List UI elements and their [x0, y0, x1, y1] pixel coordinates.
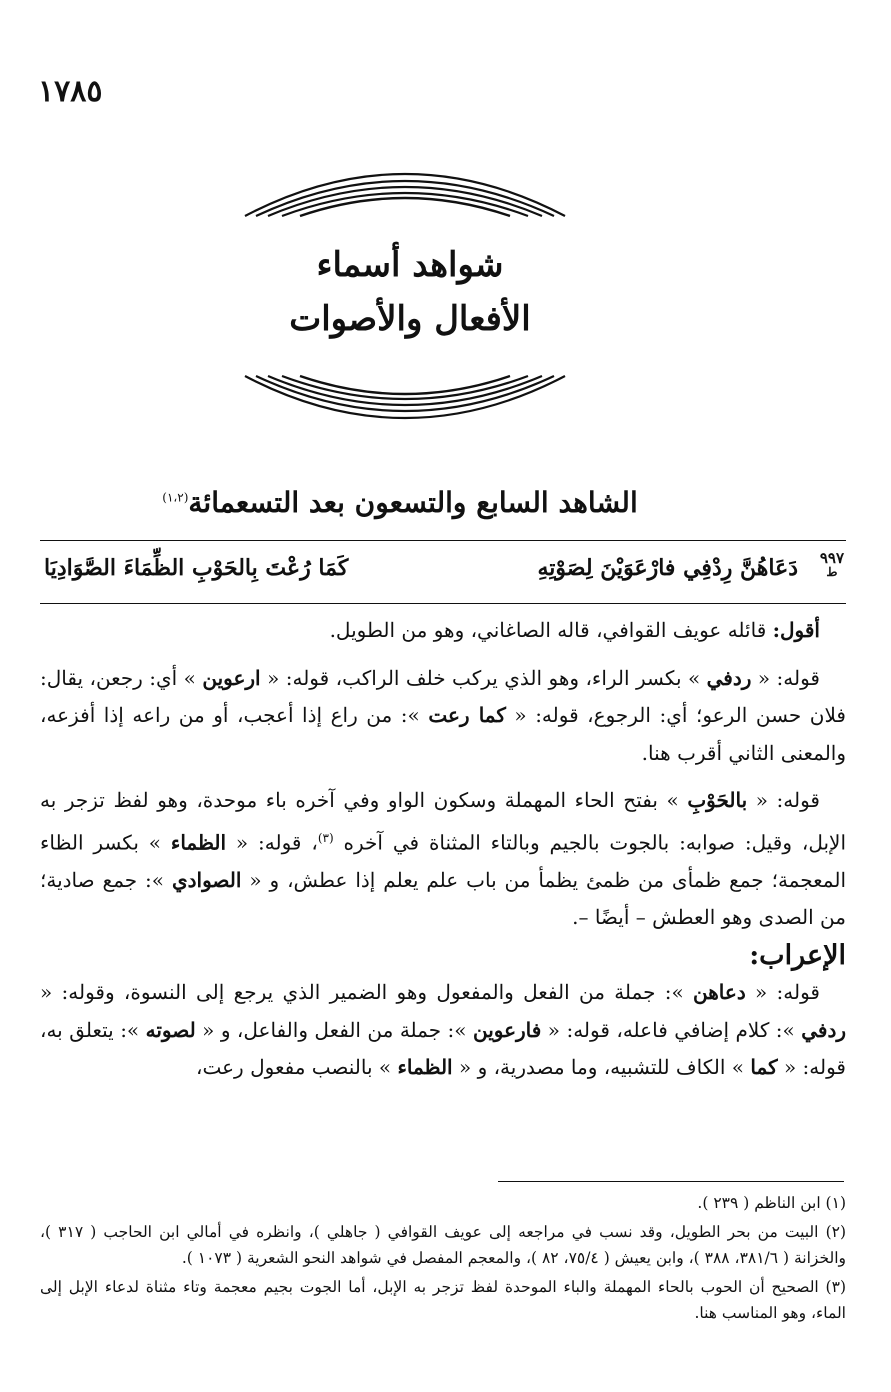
footnote-3: (٣) الصحيح أن الحوب بالحاء المهملة والباء الموحدة لفظ تزجر به الإبل، أما الجوت بجيم معجمة وتاء مثناة لدعاء الإبل إلى الماء، وهو المناسب هنا. — [40, 1277, 846, 1322]
footnote-divider — [498, 1181, 844, 1182]
footnote-ref-3: (٣) — [317, 830, 334, 845]
verse-number — [820, 551, 844, 579]
footnote-1: (١) ابن الناظم ( ٢٣٩ ). — [697, 1194, 846, 1212]
ornament-bottom-arcs-icon — [240, 372, 570, 442]
verse-box — [40, 540, 846, 604]
chapter-title — [250, 238, 570, 346]
verse-number-value: ٩٩٧ — [819, 549, 844, 567]
i3rab-heading: الإعراب: — [749, 939, 846, 971]
commentary-body — [40, 612, 846, 1087]
ornament-top-arcs-icon — [240, 150, 570, 220]
paragraph-vocab-1: قوله: « ردفي » بكسر الراء، وهو الذي يركب خلف الراكب، قوله: « ارعوين » أي: رجعن، يقال: فلان حسن الرعو؛ أي: الرجوع، قوله: « كما رعت »: من راع إذا أعجب، أو من راعه إذا أفزعه، والمعنى الثاني أقرب هنا. — [40, 665, 846, 765]
witness-heading-text: الشاهد السابع والتسعون بعد التسعمائة — [188, 486, 638, 519]
footnotes — [40, 1190, 846, 1329]
chapter-title-line1: شواهد أسماء — [316, 245, 504, 285]
verse-meter-marker: ط — [826, 565, 838, 579]
paragraph-author: أقول: قائله عويف القوافي، قاله الصاغاني، وهو من الطويل. — [329, 618, 820, 642]
verse-hemistich-2: كَمَا رُعْتَ بِالحَوْبِ الظِّمَاءَ الصَّوَادِيَا — [44, 555, 349, 581]
witness-heading-ref: (١،٢) — [162, 490, 189, 505]
witness-heading — [120, 486, 680, 519]
footnote-2: (٢) البيت من بحر الطويل، وقد نسب في مراجعه إلى عويف القوافي ( جاهلي )، وانظره في أمالي ابن الحاجب ( ٣١٧ )، والخزانة ( ٣٨١/٦، ٣٨٨ )، وابن يعيش ( ٧٥/٤، ٨٢ )، والمعجم المفصل في شواهد النحو الشعرية ( ١٠٧٣ ). — [40, 1222, 847, 1267]
verse-hemistich-1: دَعَاهُنَّ رِدْفِي فارْعَوَيْنَ لِصَوْتِهِ — [537, 555, 798, 581]
chapter-title-line2: الأفعال والأصوات — [289, 299, 531, 339]
page-number: ١٧٨٥ — [38, 74, 103, 109]
paragraph-i3rab: قوله: « دعاهن »: جملة من الفعل والمفعول وهو الضمير الذي يرجع إلى النسوة، وقوله: « ردفي »: كلام إضافي فاعله، قوله: « فارعوين »: جملة من الفعل والفاعل، و « لصوته »: يتعلق به، قوله: « كما » الكاف للتشبيه، وما مصدرية، و « الظماء » بالنصب مفعول رعت، — [40, 980, 847, 1080]
paragraph-vocab-2: قوله: « بالحَوْبِ » بفتح الحاء المهملة وسكون الواو وفي آخره باء موحدة، وهو لفظ تزجر به الإبل، وقيل: صوابه: بالجوت بالجيم وبالتاء المثناة في آخره $^{(٣)}$، قوله: « الظماء » بكسر الظاء المعجمة؛ جمع ظمأى من ظمئ يظمأ من باب علم يعلم إذا عطش، و « الصوادي »: جمع صادية؛ من الصدى وهو العطش – أيضًا –. — [40, 788, 847, 930]
